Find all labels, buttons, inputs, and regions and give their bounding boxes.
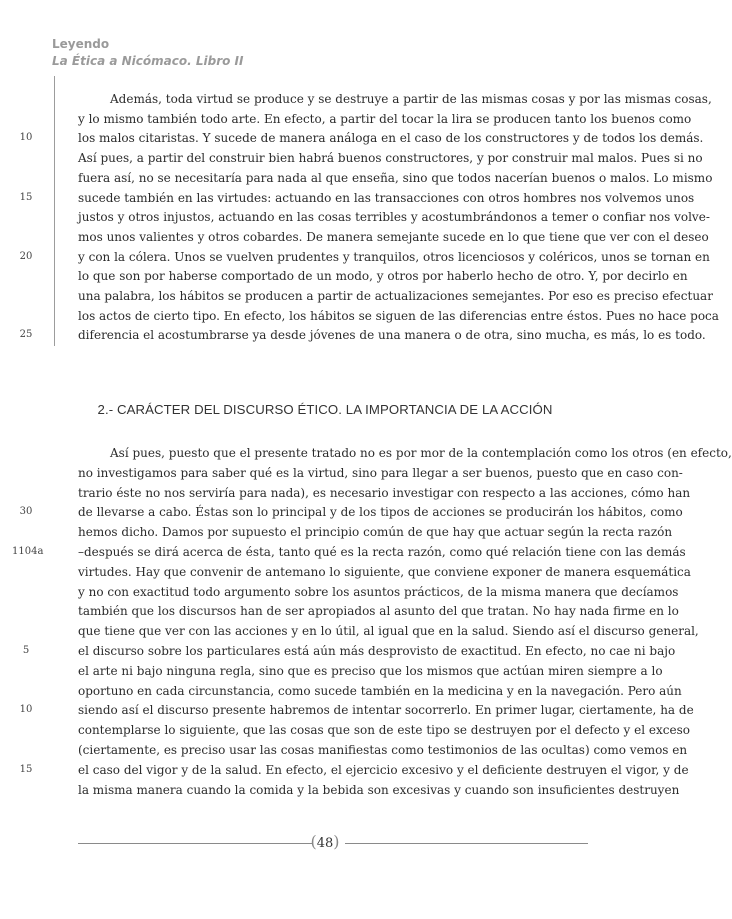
text-line: virtudes. Hay que convenir de antemano lo siguiente, que conviene exponer de manera esquemática: [78, 564, 691, 579]
text-line: y lo mismo también todo arte. En efecto, a partir del tocar la lira se producen tanto los buenos como: [78, 111, 692, 126]
text-line: el caso del vigor y de la salud. En efecto, el ejercicio excesivo y el deficiente destruyen el vigor, y de: [78, 762, 689, 777]
text-line: no investigamos para saber qué es la virtud, sino para llegar a ser buenos, puesto que en caso con-: [78, 465, 683, 480]
footer-rule-right: [345, 843, 588, 844]
text-line: (ciertamente, es preciso usar las cosas manifiestas como testimonios de las ocultas) como vemos en: [78, 743, 688, 757]
text-line: la misma manera cuando la comida y la bebida son excesivas y cuando son insuficientes destruyen: [78, 782, 680, 797]
text-line: Así pues, a partir del construir bien habrá buenos constructores, y por construir mal malos. Pues si no: [78, 151, 703, 166]
text-line: trario éste no nos serviría para nada), es necesario investigar con respecto a las acciones, cómo han: [78, 485, 691, 500]
margin-line-number: 30: [19, 506, 33, 518]
text-line: una palabra, los hábitos se producen a partir de actualizaciones semejantes. Por eso es preciso efectuar: [78, 289, 713, 303]
text-line: de llevarse a cabo. Éstas son lo principal y de los tipos de acciones se producirán los hábitos, como: [78, 505, 683, 520]
text-line: y con la cólera. Unos se vuelven prudentes y tranquilos, otros licenciosos y coléricos, unos se tornan en: [78, 249, 710, 264]
text-line: lo que son por haberse comportado de un modo, y otros por haberlo hecho de otro. Y, por decirlo en: [78, 269, 688, 284]
margin-line-number: 15: [19, 191, 33, 203]
text-line: diferencia el acostumbrarse ya desde jóvenes de una manera o de otra, sino mucha, es más, lo es todo.: [78, 328, 706, 343]
section-heading: 2.- CARÁCTER DEL DISCURSO ÉTICO. LA IMPORTANCIA DE LA ACCIÓN: [97, 402, 553, 417]
text-line: el arte ni bajo ninguna regla, sino que es preciso que los mismos que actúan miren siempre a lo: [78, 663, 663, 678]
text-line: –después se dirá acerca de ésta, tanto qué es la recta razón, como qué relación tiene con las demás: [78, 545, 686, 559]
margin-line-number: 10: [19, 704, 33, 716]
page-number: (48): [310, 832, 340, 851]
text-line: hemos dicho. Damos por supuesto el principio común de que hay que actuar según la recta razón: [78, 525, 673, 540]
text-line: también que los discursos han de ser apropiados al asunto del que tratan. No hay nada firme en lo: [78, 604, 679, 619]
text-line: el discurso sobre los particulares está aún más desprovisto de exactitud. En efecto, no cae ni bajo: [78, 644, 676, 658]
text-line: oportuno en cada circunstancia, como sucede también en la medicina y en la navegación. Pero aún: [78, 683, 682, 698]
text-line: los actos de cierto tipo. En efecto, los hábitos se siguen de las diferencias entre éstos. Pues no hace poca: [78, 308, 719, 323]
text-line: siendo así el discurso presente habremos de intentar socorrerlo. En primer lugar, ciertamente, ha de: [78, 703, 694, 718]
margin-line-number: 1104a: [12, 546, 44, 557]
text-line: que tiene que ver con las acciones y en lo útil, al igual que en la salud. Siendo así el discurso general,: [78, 624, 699, 639]
text-line: fuera así, no se necesitaría para nada al que enseña, sino que todos nacerían buenos o malos. Lo mismo: [78, 170, 713, 185]
margin-line-number: 25: [19, 329, 33, 341]
text-line: los malos citaristas. Y sucede de manera análoga en el caso de los constructores y de todos los demás.: [78, 131, 704, 146]
margin-line-number: 10: [19, 132, 33, 144]
text-line: Además, toda virtud se produce y se destruye a partir de las mismas cosas y por las mismas cosas,: [110, 92, 712, 106]
text-line: y no con exactitud todo argumento sobre los asuntos prácticos, de la misma manera que decíamos: [78, 584, 679, 599]
text-line: justos y otros injustos, actuando en las cosas terribles y acostumbrándonos a temer o confiar nos volve-: [78, 210, 710, 225]
page-number-value: 48: [316, 836, 334, 851]
text-line: sucede también en las virtudes: actuando en las transacciones con otros hombres nos volvemos unos: [78, 190, 695, 205]
series-title: Leyendo: [52, 37, 110, 51]
text-line: mos unos valientes y otros cobardes. De manera semejante sucede en lo que tiene que ver con el deseo: [78, 229, 709, 244]
margin-line-number: 5: [22, 645, 30, 656]
margin-line-number: 20: [19, 250, 33, 262]
footer-rule-left: [78, 843, 312, 844]
margin-line-number: 15: [19, 763, 33, 775]
text-line: contemplarse lo siguiente, que las cosas que son de este tipo se destruyen por el defecto y el exceso: [78, 723, 690, 738]
book-title: La Ética a Nicómaco. Libro II: [52, 54, 244, 68]
text-line: Así pues, puesto que el presente tratado no es por mor de la contemplación como los otros (en efecto,: [110, 446, 732, 460]
header-margin-rule: [54, 76, 55, 346]
running-header: [52, 36, 243, 70]
